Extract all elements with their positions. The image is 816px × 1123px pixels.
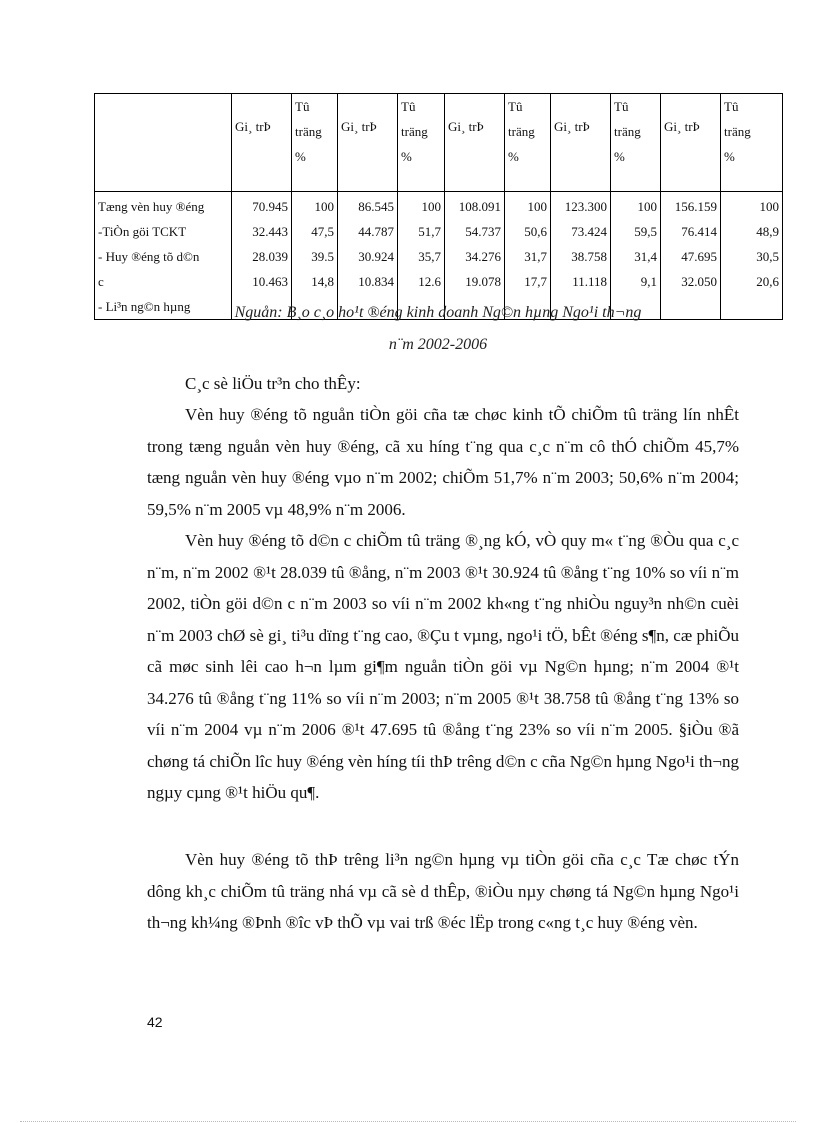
table-cell: 10.463 bbox=[252, 274, 288, 289]
paragraph-tckt: Vèn huy ®éng tõ nguån tiÒn göi cña tæ chøc kinh tÕ chiÕm tû träng lín nhÊt trong tæng nguån vèn huy ®éng, cã xu híng t¨ng qua c¸c n¨m cô thÓ chiÕm 45,7% tæng nguån vèn huy ®éng vµo n¨m 2002; chiÕm 51,7% n¨m 2003; 50,6% n¨m 2004; 59,5% n¨m 2005 vµ 48,9% n¨m 2006. bbox=[147, 405, 739, 519]
table-cell: 76.414 bbox=[681, 224, 717, 239]
table-header-row bbox=[95, 94, 783, 192]
header-blank-cell bbox=[95, 94, 232, 192]
table-cell: 156.159 bbox=[674, 199, 717, 214]
header-ratio-cell bbox=[505, 94, 551, 192]
table-cell: 100 bbox=[421, 199, 441, 214]
table-cell: 20,6 bbox=[756, 274, 779, 289]
table-cell: 50,6 bbox=[524, 224, 547, 239]
ratio-column-cell bbox=[721, 192, 783, 320]
header-ratio-cell bbox=[292, 94, 338, 192]
row-label: Tæng vèn huy ®éng bbox=[98, 199, 205, 214]
table-cell: 51,7 bbox=[418, 224, 441, 239]
value-column-cell bbox=[338, 192, 398, 320]
table-cell: 47,5 bbox=[311, 224, 334, 239]
paragraph-lien-ngan-hang: Vèn huy ®éng tõ thÞ trêng li³n ng©n hµng vµ tiÒn göi cña c¸c Tæ chøc tÝn dông kh¸c chiÕm tû träng nhá vµ cã sè d thÊp, ®iÒu nµy chøng tá Ng©n hµng Ngo¹i th¬ng kh¼ng ®Þnh ®îc vÞ thÕ vµ vai trß ®éc lËp trong c«ng t¸c huy ®éng vèn. bbox=[147, 850, 739, 932]
header-ratio-cell bbox=[398, 94, 445, 192]
header-ratio-line: % bbox=[401, 149, 412, 164]
table-cell: 14,8 bbox=[311, 274, 334, 289]
table-cell: 34.276 bbox=[465, 249, 501, 264]
table-cell: 100 bbox=[527, 199, 547, 214]
header-ratio-line: % bbox=[508, 149, 519, 164]
table-cell: 123.300 bbox=[564, 199, 607, 214]
table-cell: 100 bbox=[314, 199, 334, 214]
header-value-cell: Gi¸ trÞ bbox=[338, 94, 398, 192]
ratio-column-cell bbox=[611, 192, 661, 320]
table-cell: 73.424 bbox=[571, 224, 607, 239]
row-labels-cell bbox=[95, 192, 232, 320]
footer-divider bbox=[20, 1121, 796, 1122]
table-cell: 47.695 bbox=[681, 249, 717, 264]
header-ratio-cell bbox=[611, 94, 661, 192]
header-ratio-line: Tû bbox=[401, 99, 416, 114]
table-cell: 9,1 bbox=[640, 274, 657, 289]
header-ratio-line: % bbox=[295, 149, 306, 164]
paragraph-intro: C¸c sè liÖu tr³n cho thÊy: bbox=[185, 374, 361, 393]
ratio-column-cell bbox=[398, 192, 445, 320]
header-value-cell: Gi¸ trÞ bbox=[445, 94, 505, 192]
table-cell: 38.758 bbox=[571, 249, 607, 264]
ratio-column-cell bbox=[292, 192, 338, 320]
header-ratio-line: % bbox=[724, 149, 735, 164]
header-ratio-line: Tû bbox=[508, 99, 523, 114]
table-cell: 48,9 bbox=[756, 224, 779, 239]
capital-table bbox=[94, 93, 783, 320]
header-ratio-line: Tû bbox=[295, 99, 310, 114]
table-cell: 39.5 bbox=[311, 249, 334, 264]
table-cell: 28.039 bbox=[252, 249, 288, 264]
header-ratio-line: träng bbox=[508, 124, 535, 139]
table-source-line-1: Nguån: B¸o c¸o ho¹t ®éng kinh doanh Ng©n hµng Ngo¹i th¬ng bbox=[234, 304, 642, 321]
table-cell: 100 bbox=[637, 199, 657, 214]
header-ratio-line: Tû bbox=[724, 99, 739, 114]
row-label: - Huy ®éng tõ d©n bbox=[98, 249, 200, 264]
table-cell: 31,7 bbox=[524, 249, 547, 264]
table-body-row bbox=[95, 192, 783, 320]
table-cell: 70.945 bbox=[252, 199, 288, 214]
table-cell: 86.545 bbox=[358, 199, 394, 214]
table-cell: 31,4 bbox=[634, 249, 657, 264]
table-cell: 11.118 bbox=[572, 274, 607, 289]
table-cell: 59,5 bbox=[634, 224, 657, 239]
table-cell: 32.050 bbox=[681, 274, 717, 289]
row-label: c bbox=[98, 274, 104, 289]
table-cell: 108.091 bbox=[458, 199, 501, 214]
table-cell: 100 bbox=[759, 199, 779, 214]
value-column-cell bbox=[232, 192, 292, 320]
header-value-cell: Gi¸ trÞ bbox=[551, 94, 611, 192]
row-label: -TiÒn göi TCKT bbox=[98, 224, 187, 239]
page-number: 42 bbox=[147, 1014, 163, 1030]
table-cell: 30.924 bbox=[358, 249, 394, 264]
row-label: - Li³n ng©n hµng bbox=[98, 299, 191, 314]
value-column-cell bbox=[551, 192, 611, 320]
table-cell: 32.443 bbox=[252, 224, 288, 239]
table-cell: 35,7 bbox=[418, 249, 441, 264]
paragraph-dan-cu: Vèn huy ®éng tõ d©n c chiÕm tû träng ®¸ng kÓ, vÒ quy m« t¨ng ®Òu qua c¸c n¨m, n¨m 2002 ®¹t 28.039 tû ®ång, n¨m 2003 ®¹t 30.924 tû ®ång t¨ng 10% so víi n¨m 2002, tiÒn göi d©n c n¨m 2003 so víi n¨m 2002 kh«ng t¨ng nhiÒu nguy³n nh©n cuèi n¨m 2003 chØ sè gi¸ ti³u dïng t¨ng cao, ®Çu t vµng, ngo¹i tÖ, bÊt ®éng s¶n, cæ phiÕu cã møc sinh lêi cao h¬n lµm gi¶m nguån tiÒn göi vµ Ng©n hµng; n¨m 2004 ®¹t 34.276 tû ®ång t¨ng 11% so víi n¨m 2003; n¨m 2005 ®¹t 38.758 tû ®ång t¨ng 13% so víi n¨m 2004 vµ n¨m 2006 ®¹t 47.695 tû ®ång t¨ng 23% so víi n¨m 2005. §iÒu ®ã chøng tá chiÕn lîc huy ®éng vèn híng tíi thÞ trêng d©n c cña Ng©n hµng Ngo¹i th¬ng ngµy cµng ®¹t hiÖu qu¶. bbox=[147, 531, 739, 802]
header-ratio-line: träng bbox=[614, 124, 641, 139]
header-ratio-line: träng bbox=[724, 124, 751, 139]
table-cell: 12.6 bbox=[418, 274, 441, 289]
header-ratio-line: Tû bbox=[614, 99, 629, 114]
header-ratio-line: träng bbox=[401, 124, 428, 139]
table-source-line-2: n¨m 2002-2006 bbox=[388, 336, 488, 353]
table-cell: 30,5 bbox=[756, 249, 779, 264]
header-value-cell: Gi¸ trÞ bbox=[661, 94, 721, 192]
table-cell: 19.078 bbox=[465, 274, 501, 289]
header-value-cell: Gi¸ trÞ bbox=[232, 94, 292, 192]
header-ratio-cell bbox=[721, 94, 783, 192]
value-column-cell bbox=[445, 192, 505, 320]
header-ratio-line: % bbox=[614, 149, 625, 164]
ratio-column-cell bbox=[505, 192, 551, 320]
value-column-cell bbox=[661, 192, 721, 320]
header-ratio-line: träng bbox=[295, 124, 322, 139]
table-cell: 17,7 bbox=[524, 274, 547, 289]
table-cell: 44.787 bbox=[358, 224, 394, 239]
table-cell: 54.737 bbox=[465, 224, 501, 239]
table-cell: 10.834 bbox=[358, 274, 394, 289]
